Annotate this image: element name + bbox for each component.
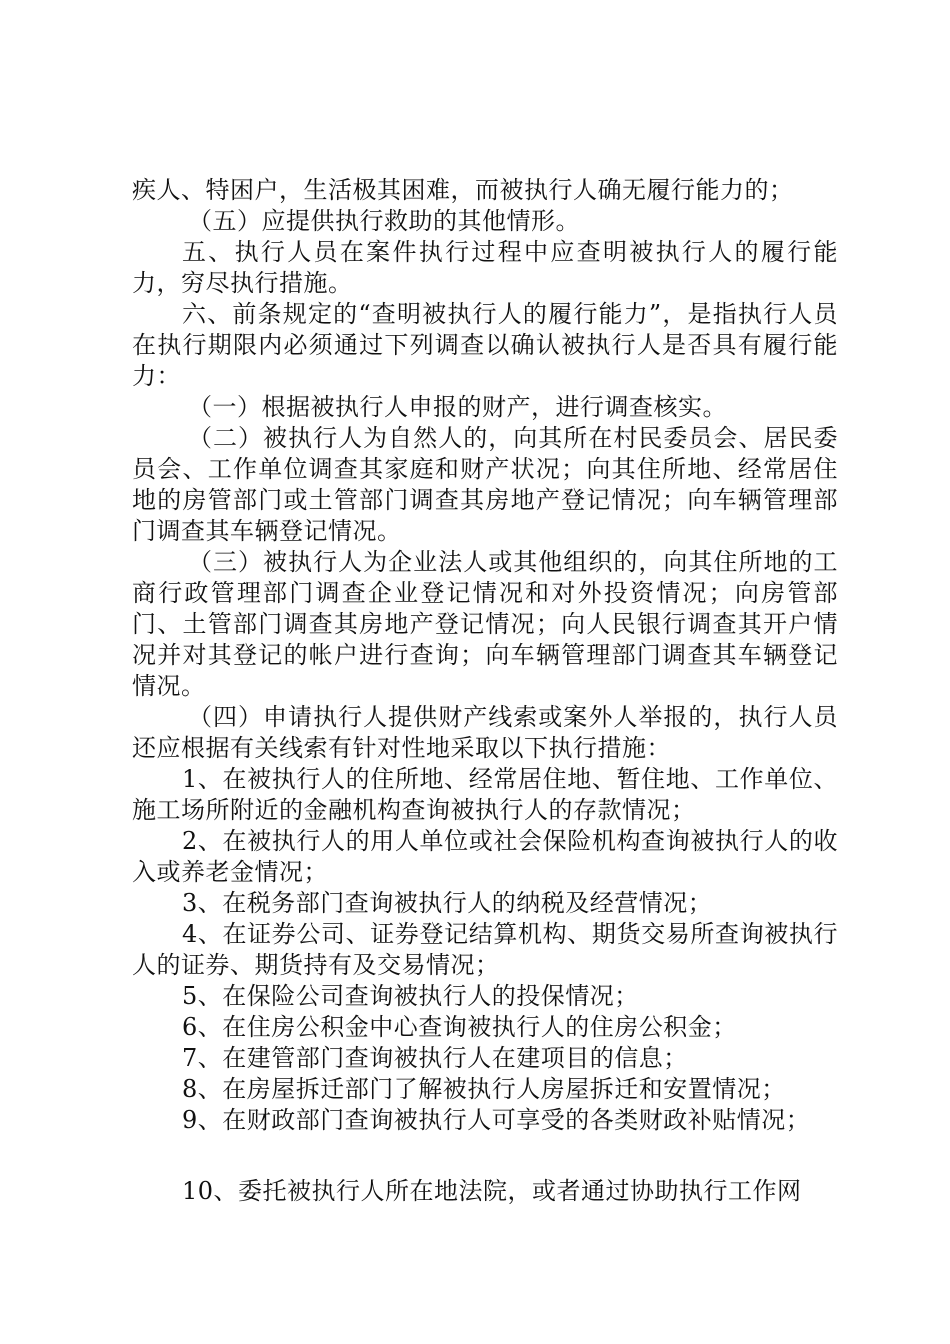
paragraph-0: 疾人、特困户，生活极其困难，而被执行人确无履行能力的； (132, 176, 794, 204)
paragraph-17: 10、委托被执行人所在地法院，或者通过协助执行工作网 (182, 1177, 802, 1205)
paragraph-1: （五）应提供执行救助的其他情形。 (188, 207, 580, 235)
paragraph-9: 2、在被执行人的用人单位或社会保险机构查询被执行人的收入或养老金情况； (132, 827, 838, 886)
paragraph-15: 8、在房屋拆迁部门了解被执行人房屋拆迁和安置情况； (182, 1075, 786, 1103)
paragraph-7: （四）申请执行人提供财产线索或案外人举报的，执行人员还应根据有关线索有针对性地采取以下执行措施： (132, 703, 838, 762)
document-body (132, 175, 838, 1207)
paragraph-12: 5、在保险公司查询被执行人的投保情况； (182, 982, 639, 1010)
paragraph-11: 4、在证券公司、证券登记结算机构、期货交易所查询被执行人的证券、期货持有及交易情况； (132, 920, 838, 979)
paragraph-16: 9、在财政部门查询被执行人可享受的各类财政补贴情况； (182, 1106, 811, 1134)
paragraph-5: （二）被执行人为自然人的，向其所在村民委员会、居民委员会、工作单位调查其家庭和财产状况；向其住所地、经常居住地的房管部门或土管部门调查其房地产登记情况；向车辆管理部门调查其车辆登记情况。 (132, 424, 838, 545)
paragraph-6: （三）被执行人为企业法人或其他组织的，向其住所地的工商行政管理部门调查企业登记情况和对外投资情况；向房管部门、土管部门调查其房地产登记情况；向人民银行调查其开户情况并对其登记的帐户进行查询；向车辆管理部门调查其车辆登记情况。 (132, 548, 838, 700)
paragraph-3: 六、前条规定的“查明被执行人的履行能力”，是指执行人员在执行期限内必须通过下列调查以确认被执行人是否具有履行能力： (132, 300, 838, 390)
paragraph-8: 1、在被执行人的住所地、经常居住地、暂住地、工作单位、施工场所附近的金融机构查询被执行人的存款情况； (132, 765, 838, 824)
paragraph-2: 五、执行人员在案件执行过程中应查明被执行人的履行能力，穷尽执行措施。 (132, 238, 838, 297)
paragraph-13: 6、在住房公积金中心查询被执行人的住房公积金； (182, 1013, 737, 1041)
paragraph-4: （一）根据被执行人申报的财产，进行调查核实。 (188, 393, 727, 421)
paragraph-10: 3、在税务部门查询被执行人的纳税及经营情况； (182, 889, 713, 917)
paragraph-14: 7、在建管部门查询被执行人在建项目的信息； (182, 1044, 688, 1072)
